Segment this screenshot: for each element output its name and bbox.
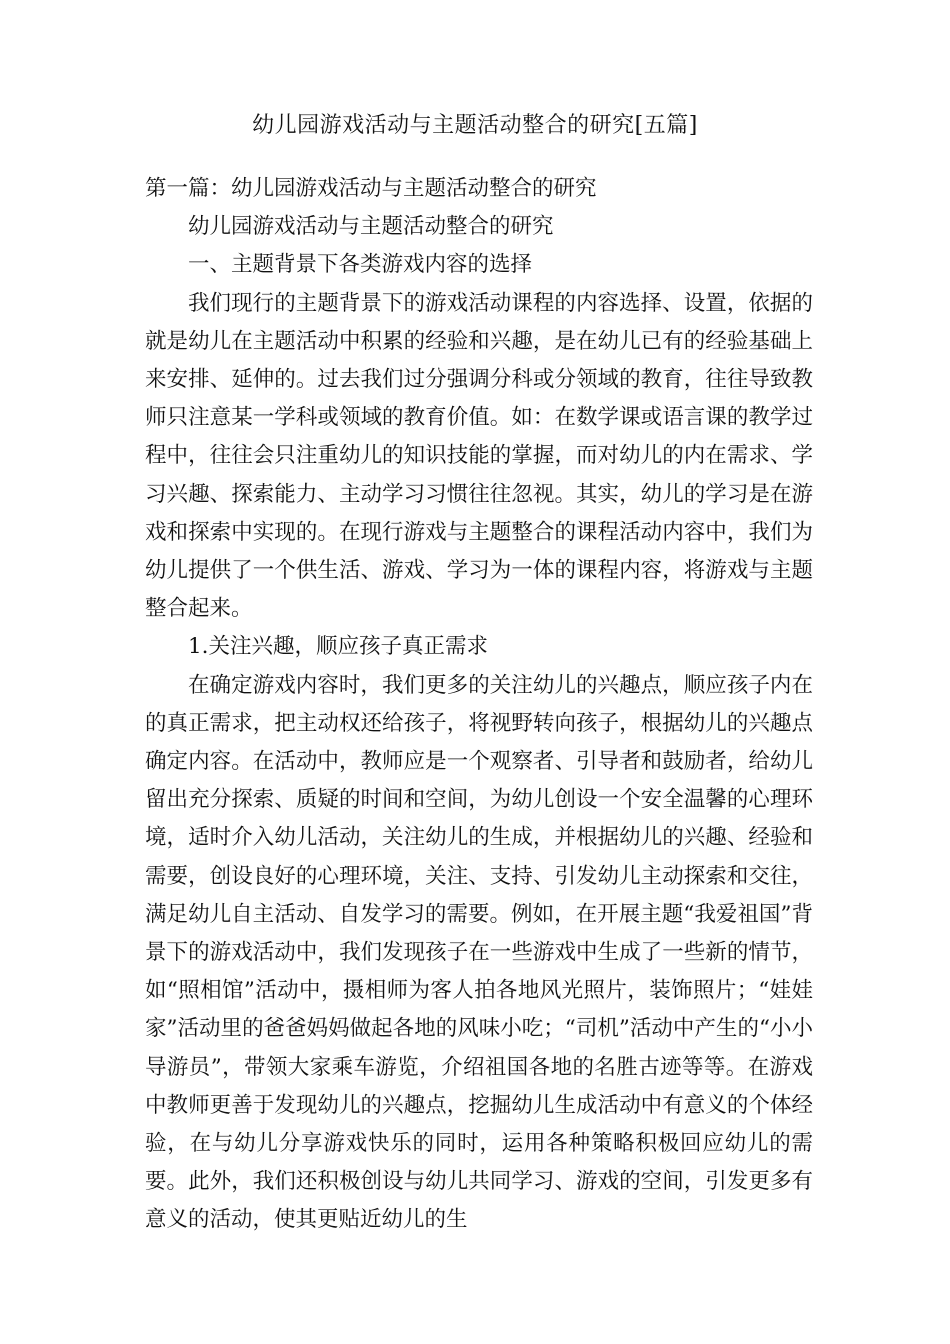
heading-level-1: 一、主题背景下各类游戏内容的选择 [188, 252, 533, 278]
section-heading: 第一篇：幼儿园游戏活动与主题活动整合的研究 [145, 176, 597, 201]
document-body [145, 170, 813, 1240]
document-title: 幼儿园游戏活动与主题活动整合的研究[五篇] [252, 113, 698, 138]
article-subtitle: 幼儿园游戏活动与主题活动整合的研究 [188, 214, 554, 240]
heading-level-2: 1.关注兴趣，顺应孩子真正需求 [188, 634, 489, 660]
body-paragraph: 在确定游戏内容时，我们更多的关注幼儿的兴趣点，顺应孩子内在的真正需求，把主动权还给孩子，将视野转向孩子，根据幼儿的兴趣点确定内容。在活动中，教师应是一个观察者、引导者和鼓励者，给幼儿留出充分探索、质疑的时间和空间，为幼儿创设一个安全温馨的心理环境，适时介入幼儿活动，关注幼儿的生成，并根据幼儿的兴趣、经验和需要，创设良好的心理环境，关注、支持、引发幼儿主动探索和交往，满足幼儿自主活动、自发学习的需要。例如，在开展主题“我爱祖国”背景下的游戏活动中，我们发现孩子在一些游戏中生成了一些新的情节，如“照相馆”活动中，摄相师为客人拍各地风光照片，装饰照片；“娃娃家”活动里的爸爸妈妈做起各地的风味小吃；“司机”活动中产生的“小小导游员”，带领大家乘车游览，介绍祖国各地的名胜古迹等等。在游戏中教师更善于发现幼儿的兴趣点，挖掘幼儿生成活动中有意义的个体经验，在与幼儿分享游戏快乐的同时，运用各种策略积极回应幼儿的需要。此外，我们还积极创设与幼儿共同学习、游戏的空间，引发更多有意义的活动，使其更贴近幼儿的生 [145, 672, 813, 1233]
body-paragraph: 我们现行的主题背景下的游戏活动课程的内容选择、设置，依据的就是幼儿在主题活动中积累的经验和兴趣，是在幼儿已有的经验基础上来安排、延伸的。过去我们过分强调分科或分领域的教育，往往导致教师只注意某一学科或领域的教育价值。如：在数学课或语言课的教学过程中，往往会只注重幼儿的知识技能的掌握，而对幼儿的内在需求、学习兴趣、探索能力、主动学习习惯往往忽视。其实，幼儿的学习是在游戏和探索中实现的。在现行游戏与主题整合的课程活动内容中，我们为幼儿提供了一个供生活、游戏、学习为一体的课程内容，将游戏与主题整合起来。 [145, 290, 813, 622]
